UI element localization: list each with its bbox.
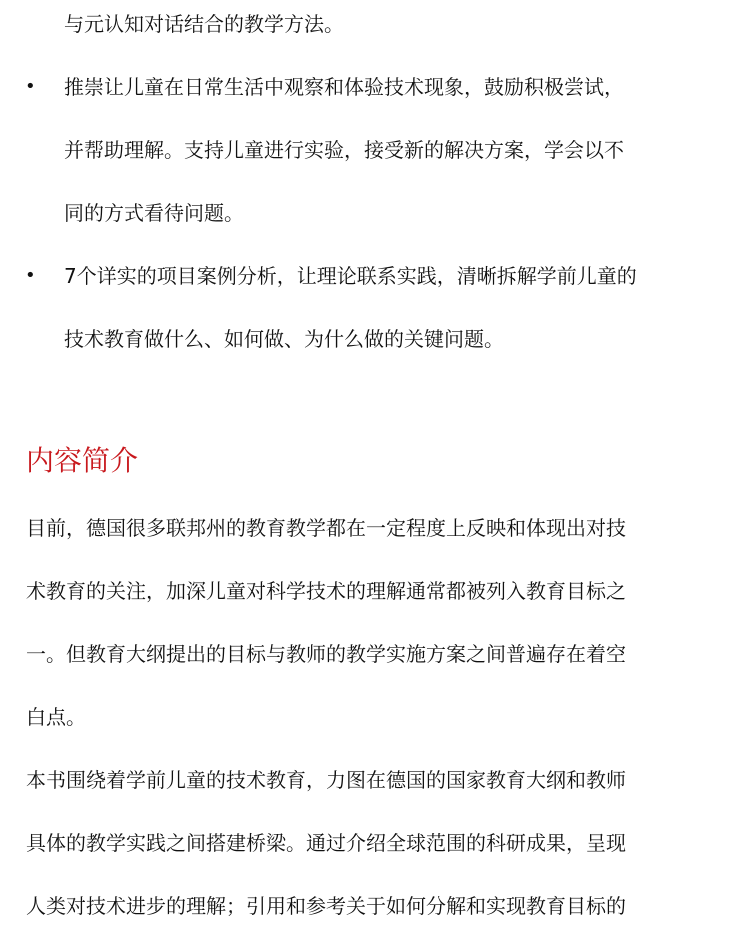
bullet-marker: • — [25, 265, 36, 286]
paragraph-1-line-2: 术教育的关注，加深儿童对科学技术的理解通常都被列入教育目标之 — [26, 579, 626, 603]
paragraph-1-line-4: 白点。 — [26, 705, 86, 729]
bullet-3-line-1: 7个详实的项目案例分析，让理论联系实践，清晰拆解学前儿童的 — [64, 264, 637, 288]
bullet-2-line-2: 并帮助理解。支持儿童进行实验，接受新的解决方案，学会以不 — [64, 138, 624, 162]
bullet-1-line-1: 与元认知对话结合的教学方法。 — [64, 12, 344, 36]
paragraph-2-line-1: 本书围绕着学前儿童的技术教育，力图在德国的国家教育大纲和教师 — [26, 768, 626, 792]
bullet-2-line-3: 同的方式看待问题。 — [64, 201, 244, 225]
bullet-marker: • — [25, 76, 36, 97]
paragraph-2-line-2: 具体的教学实践之间搭建桥梁。通过介绍全球范围的科研成果，呈现 — [26, 831, 626, 855]
paragraph-2-line-3: 人类对技术进步的理解；引用和参考关于如何分解和实现教育目标的 — [26, 894, 626, 918]
paragraph-1-line-3: 一。但教育大纲提出的目标与教师的教学实施方案之间普遍存在着空 — [26, 642, 626, 666]
bullet-3-line-2: 技术教育做什么、如何做、为什么做的关键问题。 — [64, 327, 504, 351]
section-heading: 内容简介 — [26, 444, 139, 477]
bullet-2-line-1: 推崇让儿童在日常生活中观察和体验技术现象，鼓励积极尝试， — [64, 75, 624, 99]
paragraph-1-line-1: 目前，德国很多联邦州的教育教学都在一定程度上反映和体现出对技 — [26, 516, 626, 540]
